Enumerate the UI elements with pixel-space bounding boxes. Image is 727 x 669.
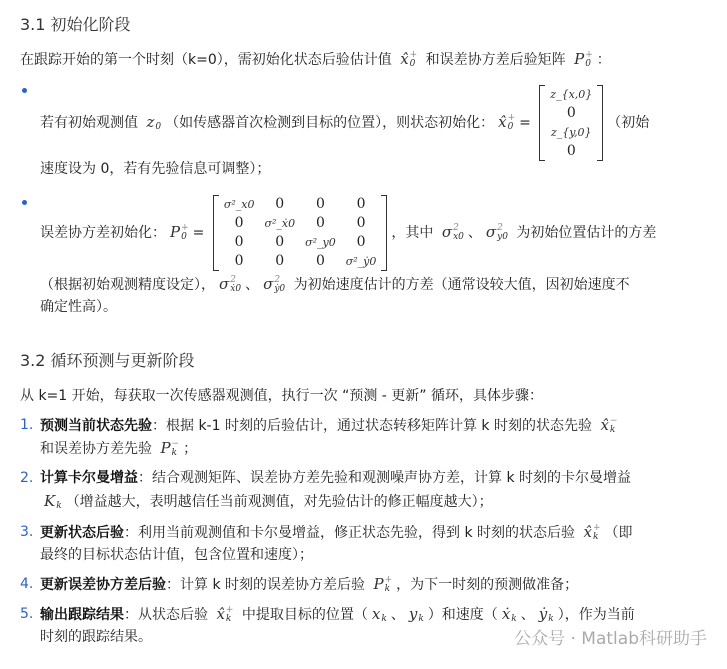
step-line-2	[40, 490, 707, 514]
matrix	[213, 195, 388, 271]
text-run: 时刻的跟踪结果。	[40, 629, 152, 645]
math-symbol	[216, 603, 233, 626]
math-base: x	[371, 605, 381, 623]
math-symbol	[160, 437, 179, 460]
text-run: （如传感器首次检测到目标的位置），则状态初始化：	[165, 115, 495, 131]
text-run: 、	[245, 277, 260, 293]
subscript: k	[171, 448, 178, 458]
math-scripts	[511, 606, 516, 624]
cov-init-line	[40, 188, 707, 277]
matrix-entry: 0	[315, 253, 325, 269]
matrix-table	[545, 85, 597, 161]
matrix	[539, 85, 603, 161]
text-run: ，为下一时刻的预测做准备；	[396, 577, 579, 593]
bold-term: 输出跟踪结果	[40, 607, 124, 623]
text-run: 若有初始观测值	[40, 115, 143, 131]
matrix-entry: 0	[275, 196, 285, 212]
text-run: ：计算 k 时刻的误差协方差后验	[166, 577, 370, 593]
right-bracket	[597, 85, 603, 161]
bold-term: 更新误差协方差后验	[40, 577, 166, 593]
superscript: 2	[230, 275, 236, 285]
math-base: σ	[219, 275, 230, 293]
math-scripts	[230, 276, 241, 294]
subscript: ẋ0	[230, 284, 242, 294]
text-run: 、	[390, 607, 405, 623]
step-line	[40, 521, 707, 545]
matrix-entry: 0	[234, 253, 244, 269]
step-number: 4.	[20, 576, 34, 592]
math-scripts	[508, 114, 516, 132]
state-init-line	[40, 78, 707, 167]
math-base: P	[373, 575, 384, 593]
subscript: 0	[409, 59, 416, 69]
text-run: 和误差协方差后验矩阵	[421, 52, 571, 68]
math-scripts	[172, 440, 180, 458]
matrix-entry: 0	[275, 234, 285, 250]
superscript: 2	[497, 223, 503, 233]
math-scripts	[381, 606, 386, 624]
math-base: P	[574, 50, 585, 68]
math-symbol	[219, 273, 241, 296]
subscript: 0	[585, 59, 591, 69]
matrix-entry: 0	[234, 215, 244, 231]
math-symbol	[400, 48, 417, 71]
step-number: 2.	[20, 470, 34, 486]
math-scripts	[593, 524, 601, 542]
bullet-icon	[22, 88, 27, 93]
section-heading-loop: 3.2 循环预测与更新阶段	[20, 351, 195, 370]
matrix-entry: σ²_ẏ0	[345, 255, 377, 268]
math-base: y	[408, 605, 418, 623]
superscript: −	[171, 439, 180, 449]
text-run: 在跟踪开始的第一个时刻（k=0），需初始化状态后验估计值	[20, 52, 397, 68]
text-run: ：结合观测矩阵、误差协方差先验和观测噪声协方差，计算 k 时刻的卡尔曼增益	[138, 470, 632, 486]
math-base: x̂	[600, 416, 609, 434]
math-symbol	[146, 78, 161, 166]
matrix-entry: σ²_ẋ0	[264, 217, 296, 230]
step-number: 1.	[20, 417, 34, 433]
math-symbol	[502, 603, 517, 626]
bullet-icon	[22, 200, 27, 205]
bold-term: 计算卡尔曼增益	[40, 470, 138, 486]
text-run: 确定性高）。	[40, 299, 117, 315]
math-symbol	[409, 603, 424, 626]
math-scripts	[585, 51, 593, 69]
subscript: k	[609, 425, 616, 435]
math-base: K	[44, 492, 56, 510]
matrix-entry: 0	[566, 105, 576, 121]
math-scripts	[226, 606, 234, 624]
text-run: ：	[596, 52, 611, 68]
subscript: 0	[507, 122, 514, 132]
math-symbol	[539, 603, 554, 626]
math-base: ẏ	[538, 605, 548, 623]
subscript: x0	[453, 232, 464, 242]
section-heading-init: 3.1 初始化阶段	[20, 15, 131, 34]
subscript: 0	[181, 232, 187, 242]
matrix-entry: 0	[315, 215, 325, 231]
text-run: （增益越大，表明越信任当前观测值，对先验估计的修正幅度越大）；	[65, 494, 493, 510]
math-scripts	[155, 114, 161, 132]
math-scripts	[181, 224, 189, 242]
text-run: ），作为当前	[557, 607, 635, 623]
math-base: P	[170, 223, 181, 241]
superscript: +	[592, 523, 601, 533]
math-base: σ	[485, 223, 497, 241]
math-base: x̂	[400, 50, 409, 68]
matrix-entry: σ²_y0	[305, 236, 336, 249]
superscript: +	[181, 223, 189, 233]
subscript: k	[56, 501, 62, 511]
step-line-2	[40, 544, 707, 567]
step-line	[40, 573, 707, 597]
matrix-entry: z_{x,0}	[550, 88, 593, 101]
step-number: 5.	[20, 606, 34, 622]
math-symbol	[600, 414, 617, 437]
text-run: ：利用当前观测值和卡尔曼增益，修正状态先验，得到 k 时刻的状态后验	[124, 525, 580, 541]
math-base: σ	[263, 275, 274, 293]
matrix-entry: 0	[566, 143, 576, 159]
text-run: 、	[520, 607, 535, 623]
math-scripts	[56, 493, 61, 511]
text-run: 最终的目标状态估计值，包含位置和速度）；	[40, 547, 313, 563]
text-run: 中提取目标的位置（	[237, 607, 368, 623]
text-run: （初始	[607, 115, 650, 131]
matrix-entry: 0	[234, 234, 244, 250]
subscript: k	[548, 614, 554, 624]
superscript: +	[507, 113, 516, 123]
math-scripts	[274, 276, 285, 294]
text-run: ：从状态后验	[124, 607, 213, 623]
math-scripts	[410, 51, 418, 69]
matrix-entry: 0	[356, 215, 366, 231]
step-number: 3.	[20, 524, 34, 540]
cov-init-line-2	[40, 273, 707, 297]
math-base: P	[160, 439, 171, 457]
superscript: +	[384, 575, 393, 585]
text-run: 误差协方差初始化：	[40, 225, 166, 241]
math-base: ẋ	[501, 605, 511, 623]
math-symbol	[373, 573, 392, 596]
step-line	[40, 467, 707, 490]
math-base: x̂	[498, 113, 507, 131]
text-run: ）和速度（	[427, 607, 498, 623]
math-base: σ	[441, 223, 453, 241]
text-run: 为初始位置估计的方差	[511, 225, 657, 241]
matrix-table	[219, 195, 382, 271]
superscript: +	[409, 50, 418, 60]
matrix-entry: 0	[356, 234, 366, 250]
math-scripts	[497, 224, 508, 242]
text-run: 从 k=1 开始，每获取一次传感器观测值，执行一次 “预测 - 更新” 循环，具体步骤：	[20, 388, 544, 404]
init-intro	[20, 48, 707, 72]
superscript: 2	[274, 275, 281, 285]
subscript: k	[384, 584, 391, 594]
math-symbol	[574, 48, 593, 71]
math-symbol	[170, 188, 189, 276]
math-base: x̂	[216, 605, 225, 623]
matrix-entry: z_{y,0}	[551, 126, 592, 139]
cov-init-line-3	[40, 296, 707, 319]
text-run: =	[192, 225, 209, 241]
subscript: k	[592, 532, 599, 542]
matrix-entry: 0	[275, 253, 285, 269]
state-init-line-2	[40, 158, 707, 181]
math-symbol	[372, 603, 387, 626]
text-run: 速度设为 0，若有先验信息可调整）；	[40, 161, 271, 177]
subscript: y0	[497, 232, 508, 242]
step-line	[40, 414, 707, 438]
math-scripts	[385, 576, 393, 594]
matrix-entry: 0	[356, 196, 366, 212]
math-symbol	[583, 521, 600, 544]
text-run: =	[519, 115, 536, 131]
math-symbol	[44, 490, 62, 513]
math-scripts	[548, 606, 553, 624]
text-run: 和误差协方差先验	[40, 441, 157, 457]
superscript: 2	[453, 223, 459, 233]
math-scripts	[610, 417, 618, 435]
superscript: +	[225, 605, 234, 615]
math-symbol	[486, 188, 508, 276]
math-base: z	[146, 113, 155, 131]
math-scripts	[418, 606, 423, 624]
math-symbol	[498, 78, 515, 166]
subscript: k	[511, 614, 517, 624]
step-line-2	[40, 437, 707, 461]
math-symbol	[442, 188, 464, 276]
matrix-entry: σ²_x0	[223, 198, 255, 211]
subscript: 0	[155, 122, 162, 132]
text-run: ；	[183, 441, 198, 457]
text-run: 为初始速度估计的方差（通常设较大值，因初始速度不	[289, 277, 630, 293]
subscript: k	[418, 614, 424, 624]
math-scripts	[453, 224, 464, 242]
text-run: （根据初始观测精度设定），	[40, 277, 215, 293]
subscript: k	[381, 614, 387, 624]
math-symbol	[263, 273, 285, 296]
bold-term: 预测当前状态先验	[40, 418, 152, 434]
watermark: 公众号 · Matlab科研助手	[514, 629, 707, 649]
bold-term: 更新状态后验	[40, 525, 124, 541]
text-run: ：根据 k-1 时刻的后验估计，通过状态转移矩阵计算 k 时刻的状态先验	[152, 418, 597, 434]
loop-intro	[20, 385, 707, 408]
superscript: −	[609, 416, 618, 426]
text-run: ，其中	[391, 225, 438, 241]
right-bracket	[381, 195, 387, 271]
matrix-entry: 0	[315, 196, 325, 212]
text-run: 、	[467, 225, 482, 241]
subscript: ẏ0	[274, 284, 286, 294]
text-run: （即	[604, 525, 633, 541]
math-base: x̂	[583, 523, 592, 541]
superscript: +	[585, 50, 593, 60]
subscript: k	[225, 614, 232, 624]
